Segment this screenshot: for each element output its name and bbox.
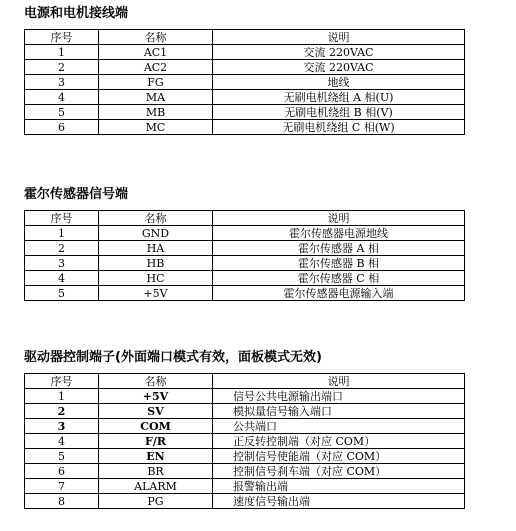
table-row — [25, 75, 465, 90]
header-name: 名称 — [99, 30, 213, 45]
table-row — [25, 434, 465, 449]
cell-desc: 无刷电机绕组 B 相(V) — [213, 105, 465, 120]
cell-name: AC2 — [99, 60, 213, 75]
header-name: 名称 — [99, 374, 213, 389]
cell-no: 4 — [25, 434, 99, 449]
table-row — [25, 241, 465, 256]
table-row — [25, 90, 465, 105]
cell-desc: 控制信号刹车端（对应 COM） — [213, 464, 465, 479]
cell-desc: 报警输出端 — [213, 479, 465, 494]
cell-no: 6 — [25, 120, 99, 135]
cell-no: 5 — [25, 286, 99, 301]
cell-name: MC — [99, 120, 213, 135]
cell-name: HC — [99, 271, 213, 286]
cell-desc: 信号公共电源输出端口 — [213, 389, 465, 404]
table-row — [25, 419, 465, 434]
table-row — [25, 494, 465, 509]
cell-no: 1 — [25, 45, 99, 60]
header-desc: 说明 — [213, 211, 465, 226]
cell-desc: 霍尔传感器 C 相 — [213, 271, 465, 286]
cell-desc: 霍尔传感器 A 相 — [213, 241, 465, 256]
cell-name: HA — [99, 241, 213, 256]
cell-no: 3 — [25, 75, 99, 90]
cell-name: FG — [99, 75, 213, 90]
cell-desc: 霍尔传感器电源输入端 — [213, 286, 465, 301]
cell-no: 2 — [25, 404, 99, 419]
section-title-driver-control: 驱动器控制端子(外面端口模式有效，面板模式无效) — [24, 350, 322, 365]
cell-name: BR — [99, 464, 213, 479]
header-no: 序号 — [25, 211, 99, 226]
cell-name: MB — [99, 105, 213, 120]
cell-no: 5 — [25, 449, 99, 464]
table-row — [25, 120, 465, 135]
cell-no: 3 — [25, 419, 99, 434]
table-row — [25, 226, 465, 241]
cell-name: MA — [99, 90, 213, 105]
cell-name: SV — [99, 404, 213, 419]
hall-sensor-table — [24, 210, 465, 301]
cell-name: +5V — [99, 286, 213, 301]
table-row — [25, 271, 465, 286]
cell-no: 2 — [25, 241, 99, 256]
table-header-row — [25, 374, 465, 389]
table-row — [25, 449, 465, 464]
power-motor-table — [24, 29, 465, 135]
table-row — [25, 286, 465, 301]
cell-desc: 地线 — [213, 75, 465, 90]
table-row — [25, 389, 465, 404]
cell-desc: 无刷电机绕组 A 相(U) — [213, 90, 465, 105]
cell-desc: 速度信号输出端 — [213, 494, 465, 509]
driver-control-table — [24, 373, 465, 509]
table-header-row — [25, 30, 465, 45]
cell-desc: 交流 220VAC — [213, 45, 465, 60]
cell-no: 4 — [25, 271, 99, 286]
cell-no: 1 — [25, 389, 99, 404]
header-desc: 说明 — [213, 30, 465, 45]
header-name: 名称 — [99, 211, 213, 226]
cell-name: GND — [99, 226, 213, 241]
header-no: 序号 — [25, 30, 99, 45]
cell-no: 6 — [25, 464, 99, 479]
cell-desc: 正反转控制端（对应 COM） — [213, 434, 465, 449]
table-row — [25, 464, 465, 479]
cell-desc: 交流 220VAC — [213, 60, 465, 75]
cell-desc: 公共端口 — [213, 419, 465, 434]
cell-name: EN — [99, 449, 213, 464]
cell-no: 5 — [25, 105, 99, 120]
cell-name: +5V — [99, 389, 213, 404]
cell-name: AC1 — [99, 45, 213, 60]
table-row — [25, 256, 465, 271]
table-row — [25, 60, 465, 75]
header-desc: 说明 — [213, 374, 465, 389]
cell-name: ALARM — [99, 479, 213, 494]
cell-desc: 无刷电机绕组 C 相(W) — [213, 120, 465, 135]
table-row — [25, 105, 465, 120]
cell-no: 2 — [25, 60, 99, 75]
cell-name: F/R — [99, 434, 213, 449]
section-title-hall-sensor: 霍尔传感器信号端 — [24, 187, 129, 202]
cell-desc: 控制信号使能端（对应 COM） — [213, 449, 465, 464]
cell-no: 7 — [25, 479, 99, 494]
cell-no: 1 — [25, 226, 99, 241]
cell-desc: 霍尔传感器电源地线 — [213, 226, 465, 241]
table-row — [25, 479, 465, 494]
cell-name: COM — [99, 419, 213, 434]
cell-desc: 模拟量信号输入端口 — [213, 404, 465, 419]
cell-no: 3 — [25, 256, 99, 271]
cell-no: 4 — [25, 90, 99, 105]
cell-desc: 霍尔传感器 B 相 — [213, 256, 465, 271]
cell-name: HB — [99, 256, 213, 271]
table-row — [25, 404, 465, 419]
cell-name: PG — [99, 494, 213, 509]
section-title-power-motor: 电源和电机接线端 — [24, 6, 129, 21]
table-row — [25, 45, 465, 60]
cell-no: 8 — [25, 494, 99, 509]
table-header-row — [25, 211, 465, 226]
header-no: 序号 — [25, 374, 99, 389]
